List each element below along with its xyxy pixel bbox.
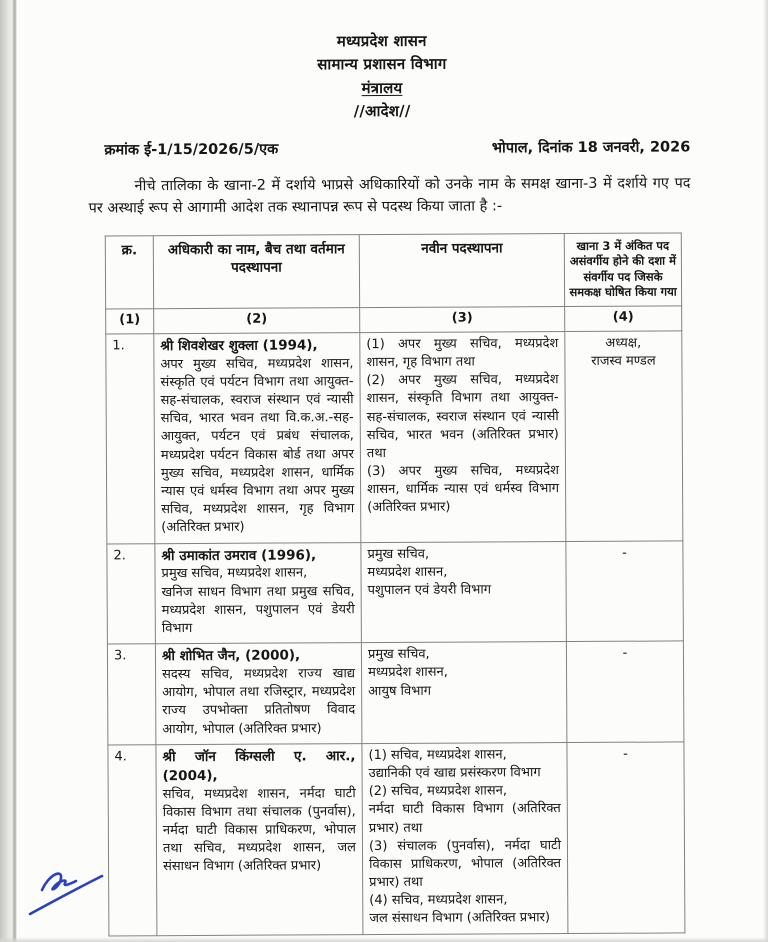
new-posting-cell: (1) सचिव, मध्यप्रदेश शासन, उद्यानिकी एवं खाद्य प्रसंस्करण विभाग (2) सचिव, मध्यप्रदेश शासन, नर्मदा घाटी विकास विभाग (अतिरिक्त प्रभार) तथा (3) संचालक (पुनर्वास), नर्मदा घाटी विकास प्राधिकरण, भोपाल (अतिरिक्त प्रभार) तथा (4) सचिव, मध्यप्रदेश शासन, जल संसाधन विभाग (अतिरिक्त प्रभार) — [362, 742, 568, 934]
row-sno: 4. — [108, 744, 157, 935]
department-name: सामान्य प्रशासन विभाग — [317, 54, 447, 74]
officer-name: श्री उमाकांत उमराव (1996), — [161, 546, 317, 564]
current-posting: सदस्य सचिव, मध्यप्रदेश राज्य खाद्य आयोग, भोपाल तथा रजिस्ट्रार, मध्यप्रदेश राज्य उपभोक्ता प्रतितोषण विवाद आयोग, भोपाल (अतिरिक्त प्रभार) — [162, 666, 356, 737]
table-row — [108, 742, 685, 936]
new-posting-cell: प्रमुख सचिव, मध्यप्रदेश शासन, पशुपालन एवं डेयरी विभाग — [361, 541, 567, 643]
document-header — [0, 0, 766, 125]
new-posting-cell: (1) अपर मुख्य सचिव, मध्यप्रदेश शासन, गृह विभाग तथा (2) अपर मुख्य सचिव, मध्यप्रदेश शासन, संस्कृति विभाग तथा आयुक्त-सह-संचालक, स्वराज संस्थान एवं न्यासी सचिव, भारत भवन (अतिरिक्त प्रभार) तथा (3) अपर मुख्य सचिव, मध्यप्रदेश शासन, धार्मिक न्यास एवं धर्मस्व विभाग (अतिरिक्त प्रभार) — [360, 331, 566, 542]
row-sno: 2. — [107, 543, 156, 644]
equivalent-post-cell: - — [566, 540, 684, 641]
column-number-row — [106, 306, 682, 334]
officer-name-current-cell — [154, 332, 361, 543]
header-new-posting: नवीन पदस्थापना — [359, 233, 564, 307]
equivalent-post-cell: अध्यक्ष, राजस्व मण्डल — [565, 331, 683, 541]
scan-edge-bottom — [0, 937, 768, 942]
table-row — [106, 331, 683, 544]
header-equivalent-post: खाना 3 में अंकित पद असंवर्गीय होने की दशा में संवर्गीय पद जिसके समकक्ष घोषित किया गया — [564, 232, 681, 306]
officer-name: श्री शोभित जैन, (2000), — [161, 647, 301, 665]
header-name-current: अधिकारी का नाम, बैच तथा वर्तमान पदस्थापना — [153, 234, 359, 308]
scan-edge-right — [763, 0, 768, 942]
officer-name-current-cell — [156, 743, 363, 935]
posting-order-table — [105, 232, 686, 936]
signature-mark-icon — [20, 850, 132, 924]
officer-name-current-cell — [155, 542, 362, 644]
reference-number: क्रमांक ई-1/15/2026/5/एक — [104, 141, 279, 159]
current-posting: अपर मुख्य सचिव, मध्यप्रदेश शासन, संस्कृति एवं पर्यटन विभाग तथा आयुक्त-सह-संचालक, स्वराज संस्थान एवं न्यासी सचिव, भारत भवन तथा वि.क.अ.-सह-आयुक्त, पर्यटन एवं प्रबंध संचालक, मध्यप्रदेश पर्यटन विकास बोर्ड तथा अपर मुख्य सचिव, मध्यप्रदेश शासन, धार्मिक न्यास एवं धर्मस्व विभाग तथा अपर मुख्य सचिव, मध्यप्रदेश शासन, गृह विभाग (अतिरिक्त प्रभार) — [160, 355, 355, 536]
table-row — [107, 641, 684, 745]
equivalent-post-cell: - — [566, 641, 684, 742]
order-heading: //आदेश// — [353, 101, 411, 120]
scan-edge-left — [0, 0, 17, 942]
colnum-2: (2) — [154, 307, 360, 333]
officer-name: श्री शिवशेखर शुक्ला (1994), — [160, 337, 318, 354]
colnum-4: (4) — [565, 306, 682, 332]
table-header-row — [105, 232, 681, 308]
intro-paragraph: नीचे तालिका के खाना-2 में दर्शाये भाप्रसे अधिकारियों को उनके नाम के समक्ष खाना-3 में दर्शाये गए पद पर अस्थाई रूप से आगामी आदेश तक स्थानापन्न रूप से पदस्थ किया जाता है :- — [88, 175, 691, 217]
equivalent-post-cell: - — [567, 742, 685, 933]
row-sno: 1. — [106, 333, 155, 543]
org-name: मध्यप्रदेश शासन — [336, 31, 427, 51]
officer-name-current-cell — [155, 643, 362, 745]
colnum-3: (3) — [360, 306, 565, 332]
place-and-date: भोपाल, दिनांक 18 जनवरी, 2026 — [491, 139, 691, 157]
new-posting-cell: प्रमुख सचिव, मध्यप्रदेश शासन, आयुष विभाग — [361, 642, 567, 744]
table-row — [107, 540, 684, 644]
header-sno: क्र. — [105, 235, 153, 308]
current-posting: सचिव, मध्यप्रदेश शासन, नर्मदा घाटी विकास विभाग तथा संचालक (पुनर्वास), नर्मदा घाटी विकास प्राधिकरण, भोपाल तथा सचिव, मध्यप्रदेश शासन, जल संसाधन विभाग (अतिरिक्त प्रभार) — [162, 785, 357, 875]
officer-name: श्री जॉन किंग्सली ए. आर., (2004), — [162, 747, 356, 784]
reference-line — [104, 136, 690, 159]
current-posting: प्रमुख सचिव, मध्यप्रदेश शासन, खनिज साधन विभाग तथा प्रमुख सचिव, मध्यप्रदेश शासन, पशुपालन एवं डेयरी विभाग — [161, 565, 355, 637]
row-sno: 3. — [107, 644, 156, 745]
colnum-1: (1) — [106, 308, 154, 333]
ministry-label: मंत्रालय — [361, 78, 403, 97]
